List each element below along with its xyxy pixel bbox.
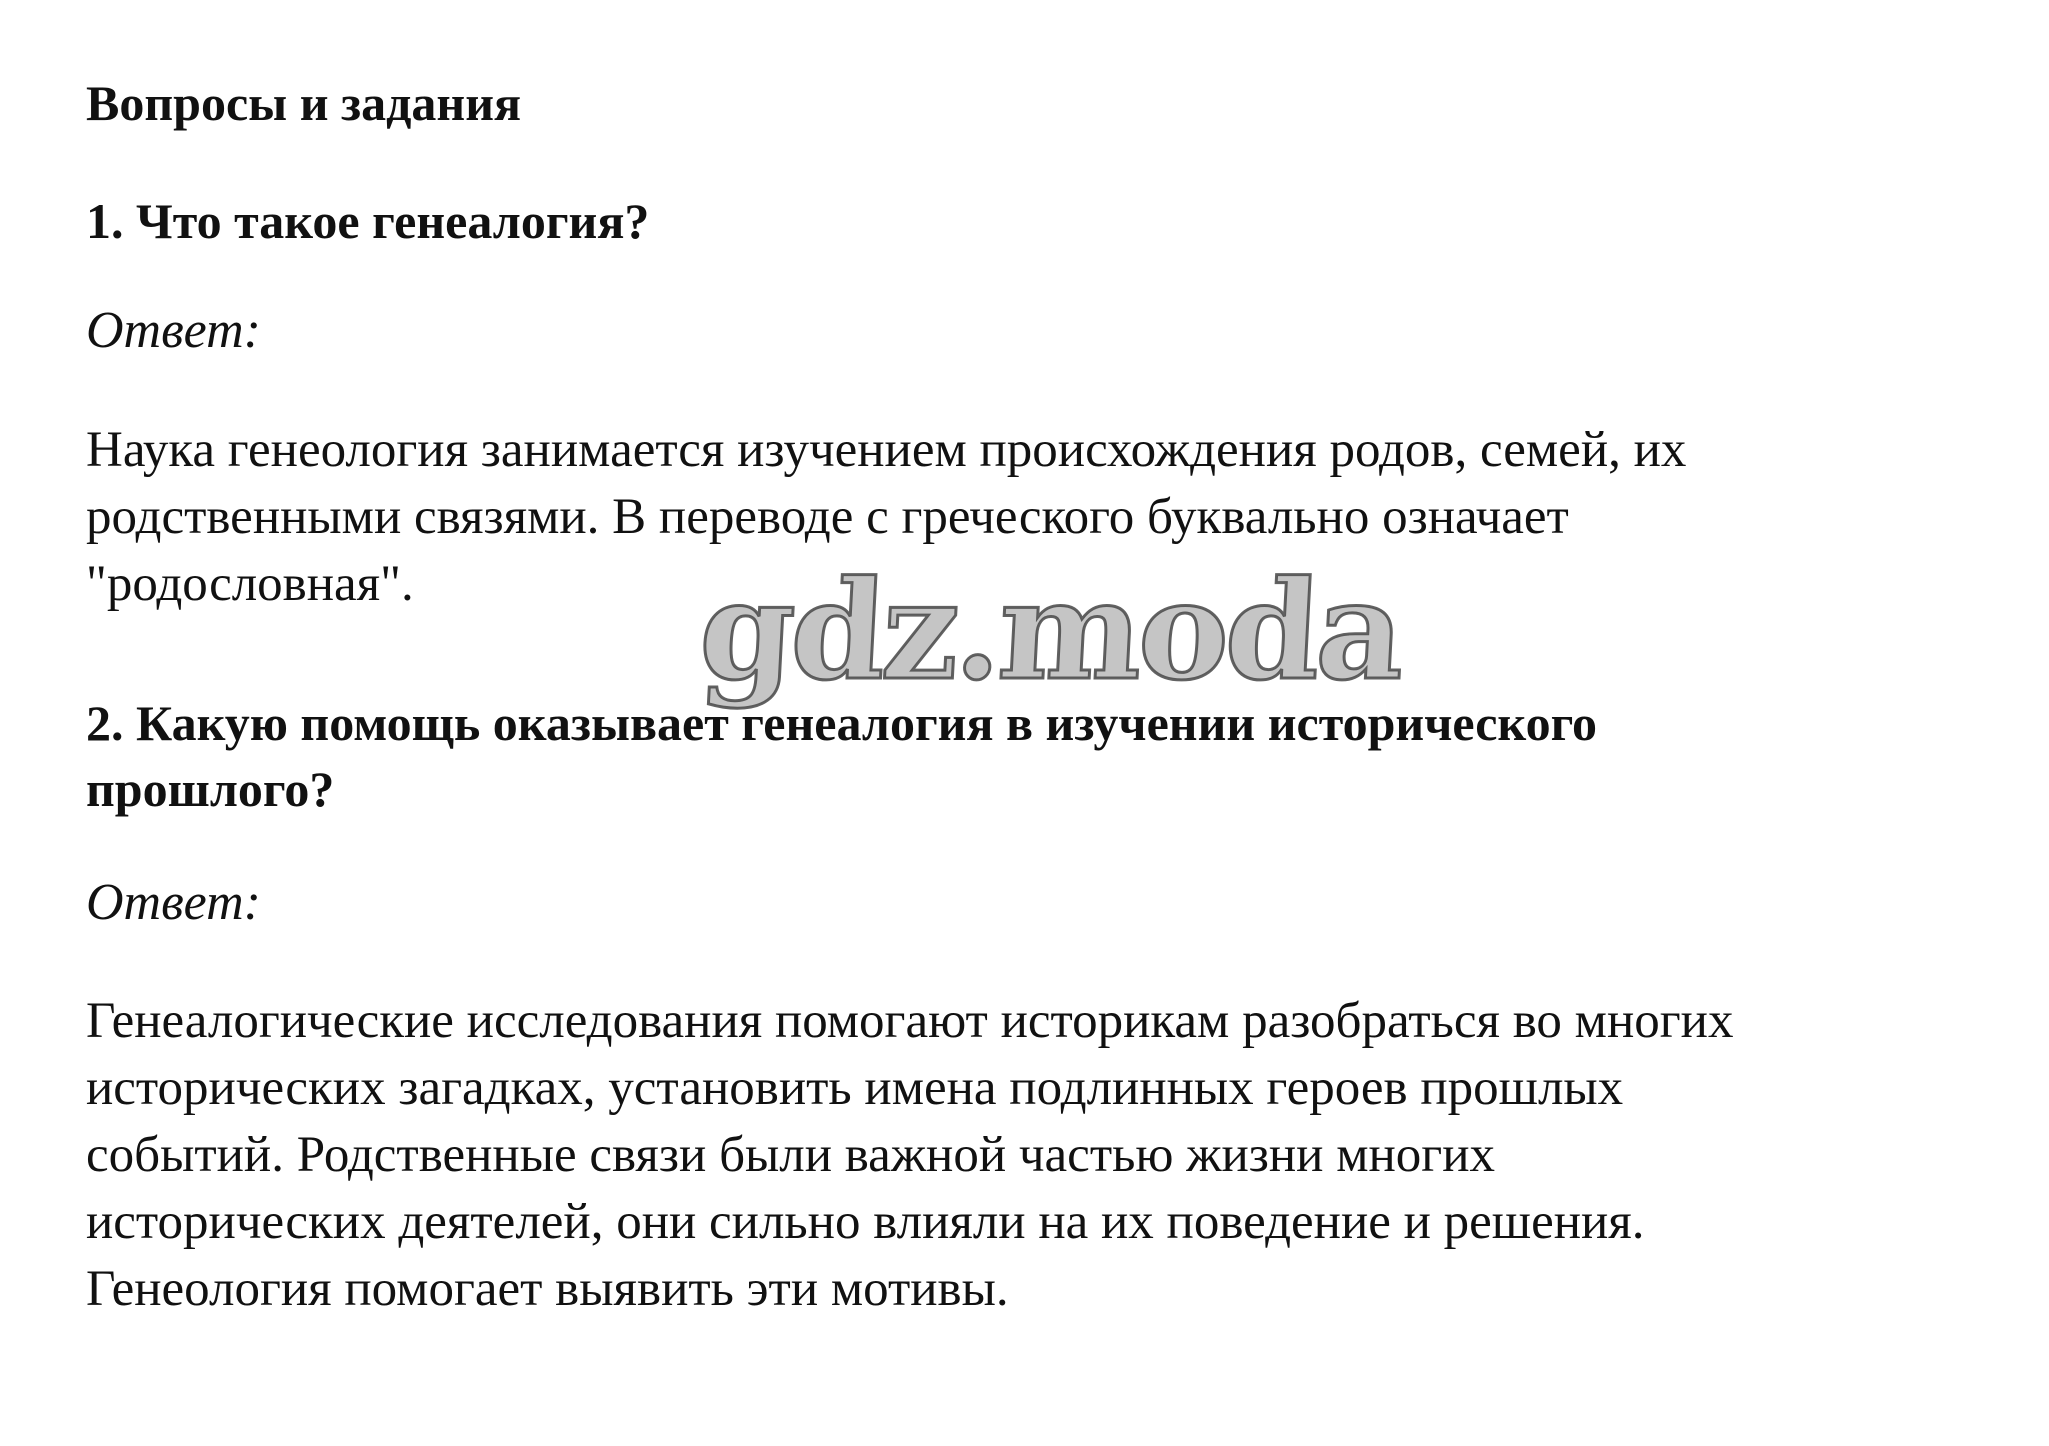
watermark-logo: gdz.moda: [695, 551, 1405, 711]
answer-line: "родословная".: [86, 556, 414, 612]
answer-line: Наука генеология занимается изучением происхождения родов, семей, их: [86, 422, 1687, 478]
answer-line: Генеалогические исследования помогают историкам разобраться во многих: [86, 993, 1734, 1049]
question-line: 2. Какую помощь оказывает генеалогия в изучении исторического: [86, 695, 1598, 751]
answer-line: родственными связями. В переводе с греческого буквально означает: [86, 489, 1569, 545]
answer-text-2: [86, 988, 1733, 1323]
answer-label-1: Ответ:: [86, 302, 261, 359]
question-1: [86, 188, 649, 254]
answer-line: событий. Родственные связи были важной частью жизни многих: [86, 1127, 1495, 1183]
answer-line: исторических загадках, установить имена подлинных героев прошлых: [86, 1060, 1624, 1116]
section-heading: Вопросы и задания: [86, 75, 522, 131]
answer-line: Генеология помогает выявить эти мотивы.: [86, 1261, 1009, 1317]
question-line: 1. Что такое генеалогия?: [86, 193, 650, 249]
answer-label-2: Ответ:: [86, 874, 261, 931]
question-line: прошлого?: [86, 761, 335, 817]
question-2: [86, 690, 1597, 822]
answer-line: исторических деятелей, они сильно влияли на их поведение и решения.: [86, 1194, 1645, 1250]
